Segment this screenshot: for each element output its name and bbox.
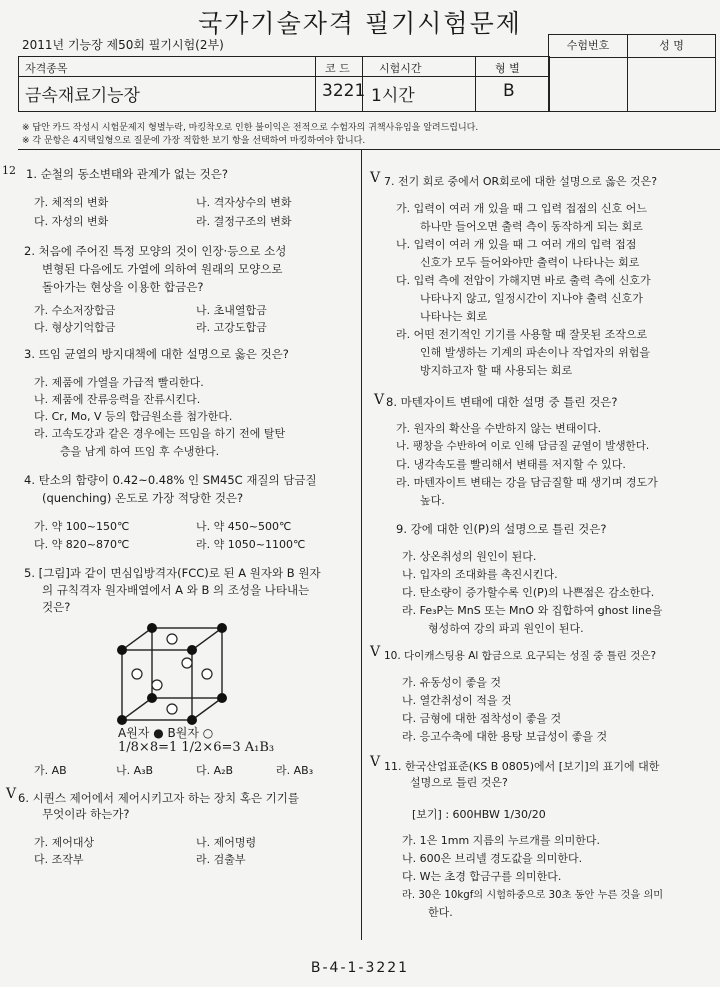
q8-option-c: 다. 냉각속도를 빨리해서 변태를 저지할 수 있다.	[396, 458, 626, 471]
handwritten-check: V	[374, 392, 385, 408]
q1-option-d: 라. 결정구조의 변화	[196, 215, 292, 228]
q7-option-d-line3: 방지하고자 할 때 사용되는 회로	[420, 364, 573, 377]
q7-option-b-line2: 신호가 모두 들어와야만 출력이 나타나는 회로	[420, 256, 640, 269]
question-8: 8. 마텐자이트 변태에 대한 설명 중 틀린 것은?	[386, 395, 618, 409]
q1-option-b: 나. 격자상수의 변화	[196, 196, 292, 209]
notice-2: ※ 각 문항은 4지택일형으로 질문에 가장 적합한 보기 항을 선택하여 마킹하여야 합니다.	[22, 136, 366, 146]
q3-option-b: 나. 제품에 잔류응력을 잔류시킨다.	[34, 393, 201, 406]
q10-option-c: 다. 금형에 대한 점착성이 좋을 것	[402, 712, 562, 725]
atom-a	[147, 623, 157, 633]
q6-option-a: 가. 제어대상	[34, 836, 95, 849]
q9-option-c: 다. 탄소량이 증가할수록 인(P)의 나쁜점은 감소한다.	[402, 586, 655, 599]
q5-option-d: 라. AB₃	[276, 764, 314, 777]
atom-a	[147, 693, 157, 703]
column-divider	[361, 150, 362, 940]
q7-option-a-line2: 하나만 들어오면 출력 측이 동작하게 되는 회로	[420, 220, 643, 233]
q9-option-a: 가. 상온취성의 원인이 된다.	[402, 550, 537, 563]
q11-example-box: [보기] : 600HBW 1/30/20	[412, 808, 546, 821]
q7-option-c-line3: 나타나는 회로	[420, 310, 488, 323]
atom-a	[187, 645, 197, 655]
handwritten-mark: 12	[2, 164, 16, 177]
exam-subtitle: 2011년 기능장 제50회 필기시험(2부)	[22, 38, 224, 52]
atom-a	[117, 645, 127, 655]
field-value: 금속재료기능장	[25, 86, 140, 106]
q4-option-d: 라. 약 1050~1100℃	[196, 538, 306, 551]
question-4-line2: (quenching) 온도로 가장 적당한 것은?	[42, 491, 244, 505]
atom-b	[167, 704, 177, 714]
question-5-line1: 5. [그림]과 같이 면심입방격자(FCC)로 된 A 원자와 B 원자	[24, 566, 321, 580]
atom-b	[202, 669, 212, 679]
question-3: 3. 뜨임 균열의 방지대책에 대한 설명으로 옳은 것은?	[24, 347, 289, 361]
handwritten-check: V	[370, 644, 381, 660]
question-5-line3: 것은?	[42, 600, 71, 614]
q7-option-b-line1: 나. 입력이 여러 개 있을 때 그 여러 개의 입력 접점	[396, 238, 637, 251]
q6-option-b: 나. 제어명령	[196, 836, 257, 849]
question-9: 9. 강에 대한 인(P)의 설명으로 틀린 것은?	[396, 522, 607, 536]
type-value: B	[503, 81, 515, 101]
q3-option-d-line2: 층을 남게 하여 뜨임 후 수냉한다.	[60, 445, 220, 458]
q8-option-b: 나. 팽창을 수반하여 이로 인해 담금질 균열이 발생한다.	[396, 440, 650, 452]
q10-option-b: 나. 열간취성이 적을 것	[402, 694, 512, 707]
q10-option-a: 가. 유동성이 좋을 것	[402, 676, 501, 689]
q5-option-b: 나. A₃B	[116, 764, 154, 777]
q11-option-d-line2: 한다.	[428, 906, 453, 919]
question-6-line2: 무엇이라 하는가?	[42, 807, 130, 821]
question-4-line1: 4. 탄소의 함량이 0.42~0.48% 인 SM45C 재질의 담금질	[24, 473, 317, 487]
question-6-line1: 6. 시퀀스 제어에서 제어시키고자 하는 장치 혹은 기기를	[18, 791, 299, 805]
q5-option-a: 가. AB	[34, 764, 67, 777]
examinee-box	[548, 34, 716, 112]
q8-option-d-line2: 높다.	[420, 494, 445, 507]
question-5-line2: 의 규칙격자 원자배열에서 A 와 B 의 조성을 나타내는	[42, 583, 310, 597]
atom-a	[217, 623, 227, 633]
q4-option-a: 가. 약 100~150℃	[34, 520, 130, 533]
handwritten-check: V	[6, 786, 17, 802]
q6-option-d: 라. 검출부	[196, 853, 246, 866]
code-value: 3221	[322, 81, 366, 101]
q11-option-a: 가. 1은 1mm 지름의 누르개를 의미한다.	[402, 834, 601, 847]
atom-b	[167, 634, 177, 644]
q2-option-a: 가. 수소저장합금	[34, 304, 116, 317]
q8-option-a: 가. 원자의 확산을 수반하지 않는 변태이다.	[396, 422, 602, 435]
page-title: 국가기술자격 필기시험문제	[198, 9, 522, 38]
atom-b	[152, 680, 162, 690]
time-label: 시험시간	[379, 62, 422, 75]
q4-option-b: 나. 약 450~500℃	[196, 520, 292, 533]
question-7: 7. 전기 회로 중에서 OR회로에 대한 설명으로 옳은 것은?	[384, 175, 658, 188]
type-label: 형 별	[495, 62, 520, 75]
q3-option-a: 가. 제품에 가열을 가급적 빨리한다.	[34, 376, 204, 389]
q2-option-b: 나. 초내열합금	[196, 304, 267, 317]
question-2-line1: 2. 처음에 주어진 특정 모양의 것이 인장·등으로 소성	[24, 244, 287, 258]
q1-option-c: 다. 자성의 변화	[34, 215, 109, 228]
q11-option-c: 다. W는 초경 합금구를 의미한다.	[402, 870, 562, 883]
fcc-legend: A원자 ● B원자 ○	[118, 726, 214, 740]
q1-option-a: 가. 체적의 변화	[34, 196, 109, 209]
q3-option-c: 다. Cr, Mo, V 등의 합금원소를 첨가한다.	[34, 410, 233, 423]
q7-option-c-line1: 다. 입력 측에 전압이 가해지면 바로 출력 측에 신호가	[396, 274, 651, 287]
notice-1: ※ 답안 카드 작성시 시험문제지 형별누락, 마킹착오로 인한 불이익은 전적으로 수험자의 귀책사유임을 알려드립니다.	[22, 123, 479, 133]
question-1: 1. 순철의 동소변태와 관계가 없는 것은?	[26, 167, 228, 181]
q5-option-c: 다. A₂B	[196, 764, 234, 777]
question-11-line1: 11. 한국산업표준(KS B 0805)에서 [보기]의 표기에 대한	[384, 760, 660, 773]
handwritten-calculation: 1/8×8=1 1/2×6=3 A₁B₃	[118, 740, 275, 755]
question-11-line2: 설명으로 틀린 것은?	[410, 776, 508, 789]
exam-no-label: 수험번호	[549, 35, 628, 58]
atom-b	[132, 669, 142, 679]
handwritten-check: V	[370, 170, 381, 186]
name-label: 성 명	[628, 35, 715, 58]
exam-info-table	[18, 56, 550, 112]
page-footer: B-4-1-3221	[310, 960, 410, 976]
q9-option-d-line1: 라. Fe₃P는 MnS 또는 MnO 와 집합하여 ghost line을	[402, 604, 663, 617]
q8-option-d-line1: 라. 마텐자이트 변태는 강을 담금질할 때 생기며 경도가	[396, 476, 658, 489]
q11-option-b: 나. 600은 브리넬 경도값을 의미한다.	[402, 852, 583, 865]
q7-option-a-line1: 가. 입력이 여러 개 있을 때 그 입력 접점의 신호 어느	[396, 202, 647, 215]
q7-option-c-line2: 나타나지 않고, 일정시간이 지나야 출력 신호가	[420, 292, 643, 305]
atom-b	[182, 658, 192, 668]
q2-option-d: 라. 고강도합금	[196, 321, 267, 334]
q10-option-d: 라. 응고수축에 대한 용탕 보급성이 좋을 것	[402, 730, 608, 743]
field-label: 자격종목	[25, 62, 68, 75]
q7-option-d-line2: 인해 발생하는 기계의 파손이나 작업자의 위험을	[420, 346, 651, 359]
q7-option-d-line1: 라. 어떤 전기적인 기기를 사용할 때 잘못된 조작으로	[396, 328, 648, 341]
header-divider	[18, 149, 720, 150]
handwritten-check: V	[370, 754, 381, 770]
q6-option-c: 다. 조작부	[34, 853, 84, 866]
q9-option-d-line2: 형성하여 강의 파괴 원인이 된다.	[428, 622, 584, 635]
time-value: 1시간	[371, 86, 415, 106]
question-2-line3: 돌아가는 현상을 이용한 합금은?	[42, 280, 204, 294]
q4-option-c: 다. 약 820~870℃	[34, 538, 130, 551]
code-label: 코 드	[325, 62, 350, 75]
atom-a	[217, 693, 227, 703]
q11-option-d-line1: 라. 30은 10kgf의 시험하중으로 30초 동안 누른 것을 의미	[402, 890, 664, 901]
fcc-cube-diagram	[112, 620, 242, 730]
question-10: 10. 다이캐스팅용 Al 합금으로 요구되는 성질 중 틀린 것은?	[384, 650, 657, 662]
q9-option-b: 나. 입자의 조대화를 촉진시킨다.	[402, 568, 558, 581]
q3-option-d-line1: 라. 고속도강과 같은 경우에는 뜨임을 하기 전에 탈탄	[34, 427, 286, 440]
question-2-line2: 변형된 다음에도 가열에 의하여 원래의 모양으로	[42, 262, 283, 276]
q2-option-c: 다. 형상기억합금	[34, 321, 116, 334]
